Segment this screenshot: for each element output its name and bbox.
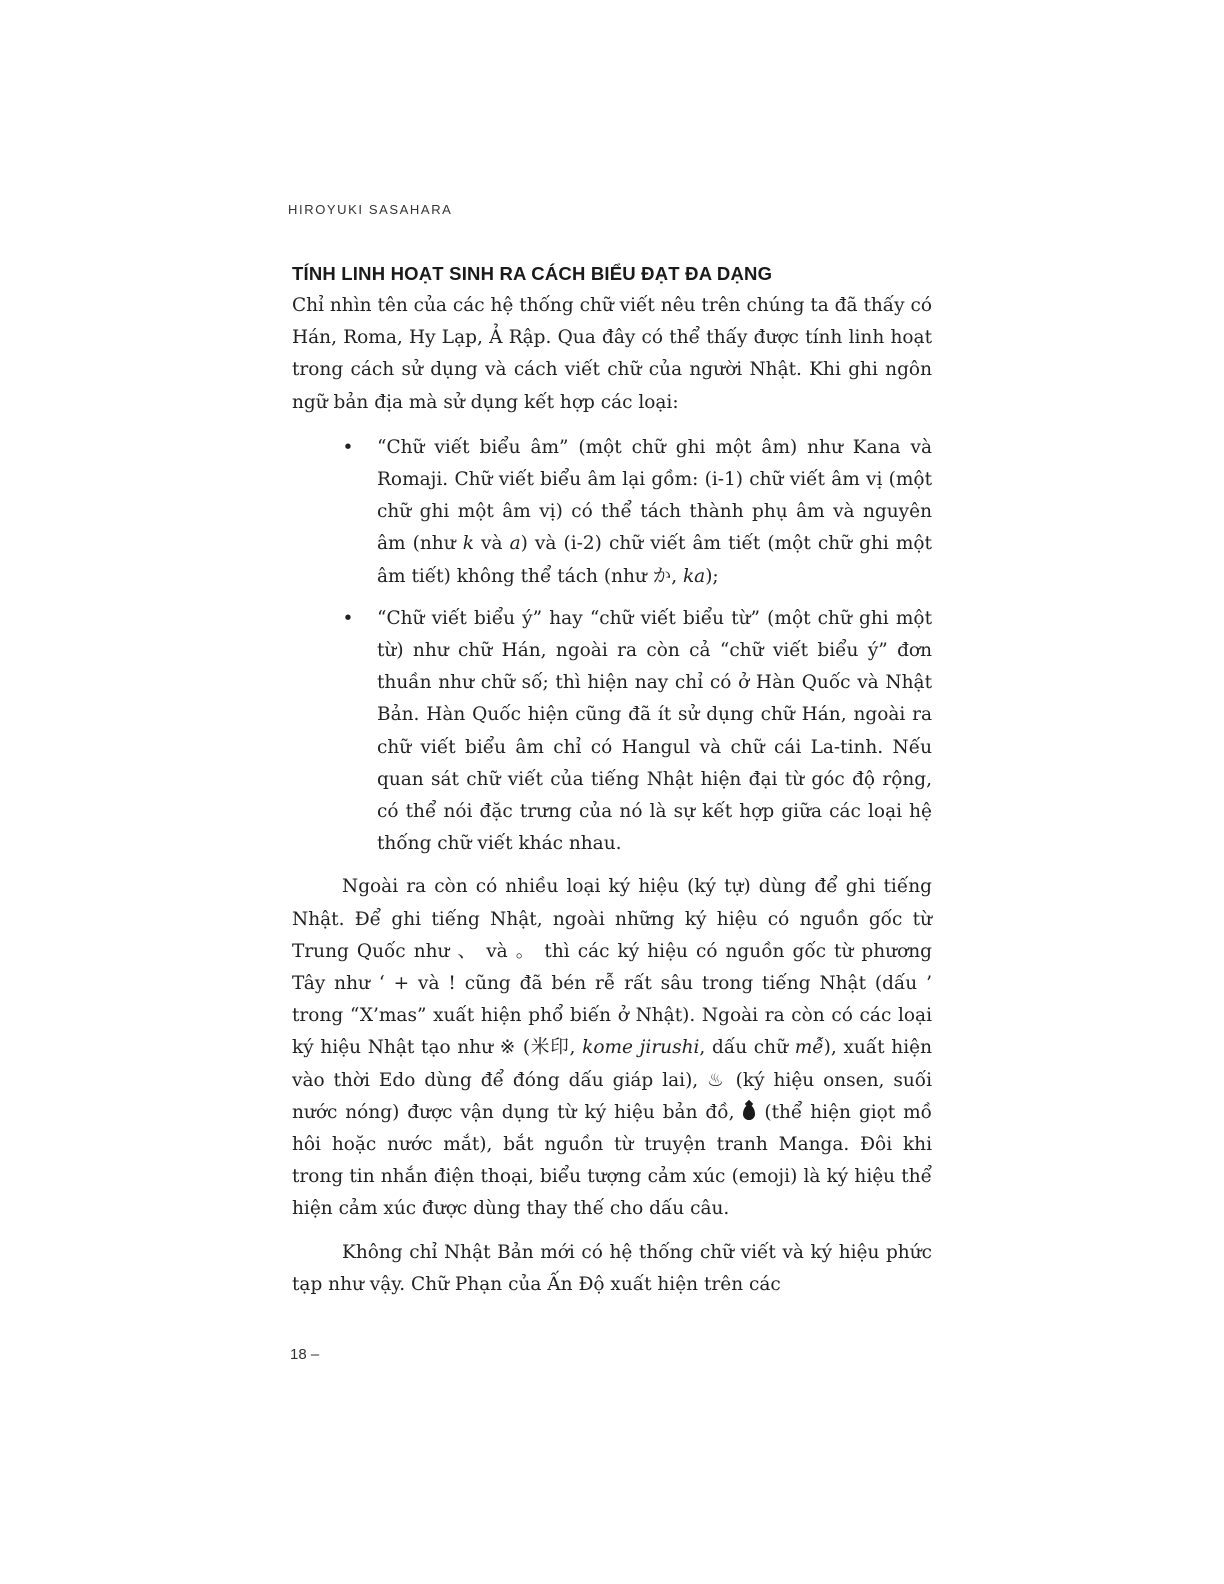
text-run: Ngoài ra còn có nhiều loại ký hiệu (ký tự) dùng để ghi tiếng Nhật. Để ghi tiếng Nhật, ngoài những ký hiệu có nguồn gốc từ Trung Quốc như 、 và 。 thì các ký hiệu có nguồn gốc từ phương Tây như ‘ + và ! cũng đã bén rễ rất sâu trong tiếng Nhật (dấu ’ trong “X’mas” xuất hiện phổ biến ở Nhật). Ngoài ra còn có các loại ký hiệu Nhật tạo như ※ (米印, bbox=[292, 876, 932, 1059]
sweat-drop-icon bbox=[743, 1105, 755, 1120]
text-run: “Chữ viết biểu âm” (một chữ ghi một âm) như Kana và Romaji. Chữ viết biểu âm lại gồm: (i-1) chữ viết âm vị (một chữ ghi một âm vị) có thể tách thành phụ âm và nguyên âm (như bbox=[377, 436, 932, 555]
text-run: và bbox=[473, 533, 510, 555]
text-run: ) và (i-2) chữ viết âm tiết (một chữ ghi một âm tiết) không thể tách (như か, bbox=[377, 533, 932, 587]
page-number: 18 – bbox=[290, 1346, 320, 1363]
italic-term: ka bbox=[682, 565, 706, 587]
bullet-text-phonetic bbox=[377, 432, 932, 593]
italic-term: kome jirushi bbox=[582, 1037, 700, 1059]
italic-term: k bbox=[462, 533, 474, 555]
bullet-text-ideographic: “Chữ viết biểu ý” hay “chữ viết biểu từ” (một chữ ghi một từ) như chữ Hán, ngoài ra còn cả “chữ viết biểu ý” đơn thuần như chữ số; thì hiện nay chỉ có ở Hàn Quốc và Nhật Bản. Hàn Quốc hiện cũng đã ít sử dụng chữ Hán, ngoài ra chữ viết biểu âm chỉ có Hangul và chữ cái La-tinh. Nếu quan sát chữ viết của tiếng Nhật hiện đại từ góc độ rộng, có thể nói đặc trưng của nó là sự kết hợp giữa các loại hệ thống chữ viết khác nhau. bbox=[377, 607, 932, 855]
intro-paragraph: Chỉ nhìn tên của các hệ thống chữ viết nêu trên chúng ta đã thấy có Hán, Roma, Hy Lạp, Ả Rập. Qua đây có thể thấy được tính linh hoạt trong cách sử dụng và cách viết chữ của người Nhật. Khi ghi ngôn ngữ bản địa mà sử dụng kết hợp các loại: bbox=[292, 295, 932, 413]
italic-term: mễ bbox=[794, 1037, 824, 1059]
running-header-author: HIROYUKI SASAHARA bbox=[288, 202, 453, 217]
body-text bbox=[292, 290, 932, 1301]
section-heading: TÍNH LINH HOẠT SINH RA CÁCH BIỂU ĐẠT ĐA DẠNG bbox=[292, 263, 773, 284]
italic-term: a bbox=[509, 533, 521, 555]
list-item bbox=[292, 432, 932, 593]
bullet-dot: • bbox=[342, 607, 354, 629]
text-run: ), xuất hiện vào thời Edo dùng để đóng dấu giáp lai), ♨ (ký hiệu onsen, suối nước nóng) được vận dụng từ ký hiệu bản đồ, bbox=[292, 1037, 932, 1123]
list-item bbox=[292, 603, 932, 861]
closing-paragraph: Không chỉ Nhật Bản mới có hệ thống chữ viết và ký hiệu phức tạp như vậy. Chữ Phạn của Ấn Độ xuất hiện trên các bbox=[292, 1241, 932, 1295]
text-run: , dấu chữ bbox=[699, 1037, 795, 1059]
symbols-paragraph bbox=[292, 871, 932, 1225]
text-run: ); bbox=[705, 565, 719, 587]
text-run: (thể hiện giọt mồ hôi hoặc nước mắt), bắt nguồn từ truyện tranh Manga. Đôi khi trong tin nhắn điện thoại, biểu tượng cảm xúc (emoji) là ký hiệu thể hiện cảm xúc được dùng thay thế cho dấu câu. bbox=[292, 1101, 932, 1220]
page-content bbox=[292, 260, 932, 1301]
bullet-list bbox=[292, 432, 932, 861]
bullet-dot: • bbox=[342, 436, 354, 458]
